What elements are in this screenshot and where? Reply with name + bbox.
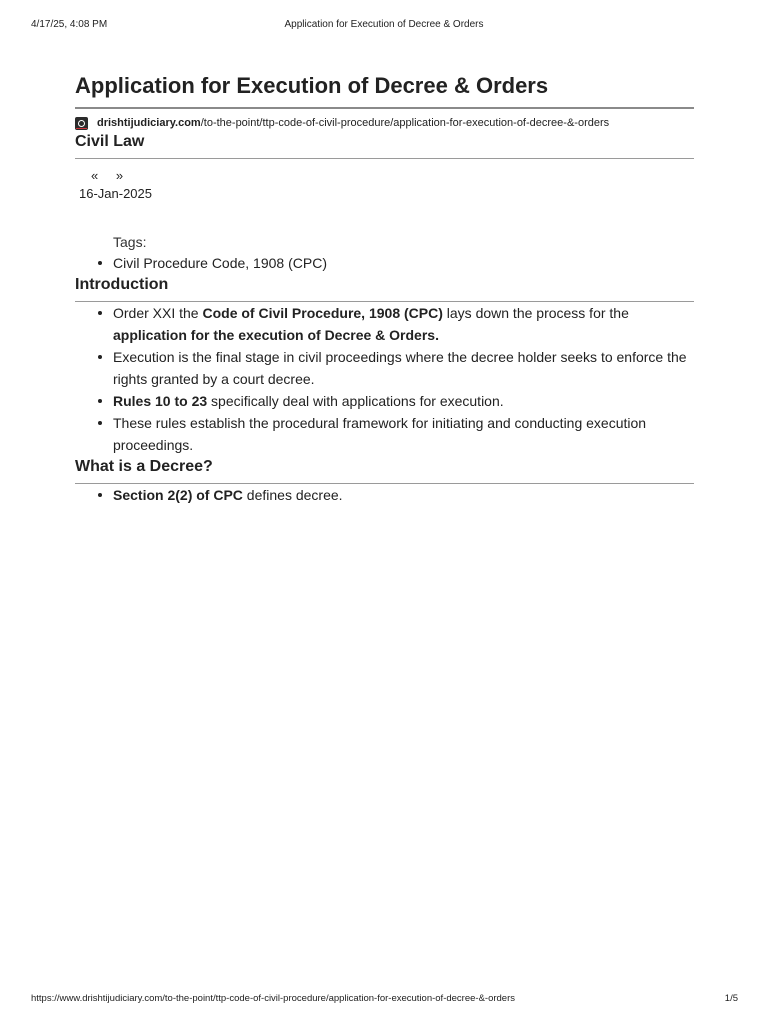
document-title: Application for Execution of Decree & Orders (75, 70, 694, 109)
tags-list (75, 252, 694, 274)
list-item: Execution is the final stage in civil proceedings where the decree holder seeks to enforce the rights granted by a court decree. (113, 346, 694, 390)
source-link[interactable] (97, 117, 609, 129)
article-nav (91, 167, 694, 185)
print-datetime: 4/17/25, 4:08 PM (31, 19, 108, 30)
introduction-heading: Introduction (75, 274, 694, 302)
source-path: /to-the-point/ttp-code-of-civil-procedure/application-for-execution-of-decree-&-orders (200, 117, 610, 129)
drishti-favicon-icon (75, 117, 88, 130)
print-footer (0, 993, 768, 1007)
list-item: These rules establish the procedural framework for initiating and conducting execution proceedings. (113, 412, 694, 456)
introduction-list (75, 302, 694, 456)
prev-article-link[interactable]: « (91, 168, 99, 183)
category-heading: Civil Law (75, 131, 694, 159)
print-header (0, 19, 768, 33)
tags-label: Tags: (113, 234, 147, 250)
source-domain: drishtijudiciary.com (97, 117, 201, 129)
tag-item[interactable]: Civil Procedure Code, 1908 (CPC) (113, 252, 694, 274)
list-item: Order XXI the Code of Civil Procedure, 1908 (CPC) lays down the process for the application for the execution of Decree & Orders. (113, 302, 694, 346)
source-line (75, 115, 694, 131)
page-number: 1/5 (724, 993, 738, 1004)
next-article-link[interactable]: » (115, 168, 124, 183)
list-item: Rules 10 to 23 specifically deal with applications for execution. (113, 390, 694, 412)
print-page-title: Application for Execution of Decree & Orders (284, 19, 484, 30)
print-footer-url: https://www.drishtijudiciary.com/to-the-point/ttp-code-of-civil-procedure/application-for-execution-of-decree-&-orders (31, 993, 515, 1004)
list-item: Section 2(2) of CPC defines decree. (113, 484, 694, 506)
decree-heading: What is a Decree? (75, 456, 694, 484)
document-content (75, 70, 694, 506)
publish-date: 16-Jan-2025 (79, 186, 152, 201)
decree-list (75, 484, 694, 506)
